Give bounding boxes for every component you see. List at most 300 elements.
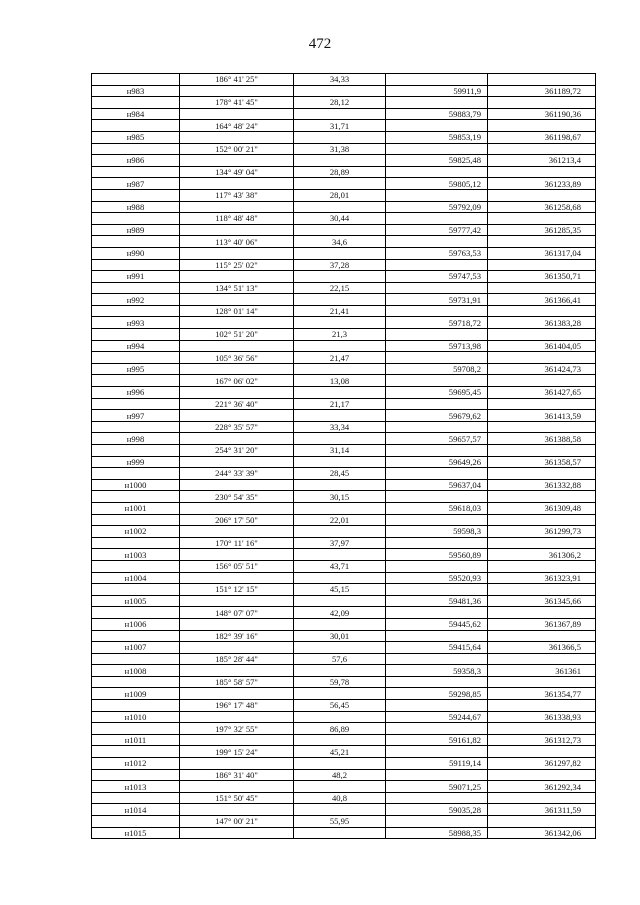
angle-cell: 221° 36' 40" bbox=[180, 398, 294, 410]
y-coordinate-cell bbox=[488, 676, 596, 688]
distance-cell bbox=[294, 734, 386, 746]
y-coordinate-cell: 361189,72 bbox=[488, 85, 596, 97]
distance-cell bbox=[294, 85, 386, 97]
point-name-cell bbox=[92, 792, 180, 804]
angle-cell bbox=[180, 618, 294, 630]
angle-cell: 105° 36' 56" bbox=[180, 352, 294, 364]
table-row bbox=[92, 746, 596, 758]
table-row bbox=[92, 259, 596, 271]
point-name-cell bbox=[92, 120, 180, 132]
table-row bbox=[92, 387, 596, 399]
angle-cell bbox=[180, 271, 294, 283]
point-name-cell: н1001 bbox=[92, 502, 180, 514]
distance-cell: 30,01 bbox=[294, 630, 386, 642]
table-row bbox=[92, 734, 596, 746]
distance-cell bbox=[294, 363, 386, 375]
y-coordinate-cell: 361312,73 bbox=[488, 734, 596, 746]
x-coordinate-cell: 59657,57 bbox=[386, 433, 488, 445]
x-coordinate-cell bbox=[386, 213, 488, 225]
distance-cell: 57,6 bbox=[294, 653, 386, 665]
distance-cell bbox=[294, 479, 386, 491]
table-row bbox=[92, 665, 596, 677]
y-coordinate-cell bbox=[488, 514, 596, 526]
y-coordinate-cell bbox=[488, 352, 596, 364]
angle-cell bbox=[180, 804, 294, 816]
point-name-cell bbox=[92, 259, 180, 271]
table-row bbox=[92, 433, 596, 445]
table-row bbox=[92, 618, 596, 630]
point-name-cell bbox=[92, 305, 180, 317]
x-coordinate-cell: 59853,19 bbox=[386, 131, 488, 143]
point-name-cell: н992 bbox=[92, 294, 180, 306]
point-name-cell: н999 bbox=[92, 456, 180, 468]
angle-cell: 228° 35' 57" bbox=[180, 421, 294, 433]
point-name-cell: н988 bbox=[92, 201, 180, 213]
point-name-cell: н993 bbox=[92, 317, 180, 329]
x-coordinate-cell: 59713,98 bbox=[386, 340, 488, 352]
y-coordinate-cell bbox=[488, 792, 596, 804]
point-name-cell bbox=[92, 653, 180, 665]
distance-cell bbox=[294, 317, 386, 329]
angle-cell: 186° 31' 40" bbox=[180, 769, 294, 781]
table-row bbox=[92, 201, 596, 213]
distance-cell bbox=[294, 642, 386, 654]
y-coordinate-cell: 361383,28 bbox=[488, 317, 596, 329]
table-row bbox=[92, 491, 596, 503]
angle-cell: 156° 05' 51" bbox=[180, 560, 294, 572]
table-row bbox=[92, 317, 596, 329]
angle-cell bbox=[180, 479, 294, 491]
distance-cell: 30,44 bbox=[294, 213, 386, 225]
distance-cell: 45,21 bbox=[294, 746, 386, 758]
point-name-cell bbox=[92, 97, 180, 109]
point-name-cell bbox=[92, 607, 180, 619]
x-coordinate-cell: 59358,3 bbox=[386, 665, 488, 677]
point-name-cell: н996 bbox=[92, 387, 180, 399]
table-row bbox=[92, 526, 596, 538]
x-coordinate-cell: 59598,3 bbox=[386, 526, 488, 538]
point-name-cell: н1004 bbox=[92, 572, 180, 584]
table-row bbox=[92, 479, 596, 491]
table-row bbox=[92, 607, 596, 619]
angle-cell bbox=[180, 155, 294, 167]
angle-cell bbox=[180, 178, 294, 190]
y-coordinate-cell: 361213,4 bbox=[488, 155, 596, 167]
y-coordinate-cell: 361258,68 bbox=[488, 201, 596, 213]
distance-cell: 31,38 bbox=[294, 143, 386, 155]
distance-cell bbox=[294, 827, 386, 839]
x-coordinate-cell: 59119,14 bbox=[386, 758, 488, 770]
table-row bbox=[92, 688, 596, 700]
distance-cell: 28,12 bbox=[294, 97, 386, 109]
point-name-cell: н995 bbox=[92, 363, 180, 375]
y-coordinate-cell: 361367,89 bbox=[488, 618, 596, 630]
y-coordinate-cell bbox=[488, 166, 596, 178]
x-coordinate-cell bbox=[386, 74, 488, 86]
point-name-cell bbox=[92, 491, 180, 503]
y-coordinate-cell bbox=[488, 282, 596, 294]
y-coordinate-cell bbox=[488, 700, 596, 712]
table-row bbox=[92, 155, 596, 167]
x-coordinate-cell: 59560,89 bbox=[386, 549, 488, 561]
table-row bbox=[92, 421, 596, 433]
angle-cell bbox=[180, 502, 294, 514]
point-name-cell: н998 bbox=[92, 433, 180, 445]
x-coordinate-cell: 59825,48 bbox=[386, 155, 488, 167]
distance-cell bbox=[294, 224, 386, 236]
angle-cell bbox=[180, 340, 294, 352]
y-coordinate-cell: 361299,73 bbox=[488, 526, 596, 538]
table-row bbox=[92, 131, 596, 143]
distance-cell: 22,01 bbox=[294, 514, 386, 526]
x-coordinate-cell: 59731,91 bbox=[386, 294, 488, 306]
y-coordinate-cell: 361306,2 bbox=[488, 549, 596, 561]
x-coordinate-cell: 59718,72 bbox=[386, 317, 488, 329]
angle-cell: 152° 00' 21" bbox=[180, 143, 294, 155]
table-row bbox=[92, 85, 596, 97]
angle-cell bbox=[180, 827, 294, 839]
table-row bbox=[92, 340, 596, 352]
angle-cell bbox=[180, 410, 294, 422]
x-coordinate-cell: 59695,45 bbox=[386, 387, 488, 399]
x-coordinate-cell: 59161,82 bbox=[386, 734, 488, 746]
x-coordinate-cell bbox=[386, 445, 488, 457]
y-coordinate-cell: 361309,48 bbox=[488, 502, 596, 514]
point-name-cell: н1007 bbox=[92, 642, 180, 654]
distance-cell bbox=[294, 108, 386, 120]
table-row bbox=[92, 456, 596, 468]
point-name-cell bbox=[92, 676, 180, 688]
angle-cell: 134° 49' 04" bbox=[180, 166, 294, 178]
distance-cell: 56,45 bbox=[294, 700, 386, 712]
table-row bbox=[92, 375, 596, 387]
x-coordinate-cell: 59071,25 bbox=[386, 781, 488, 793]
x-coordinate-cell bbox=[386, 537, 488, 549]
y-coordinate-cell: 361350,71 bbox=[488, 271, 596, 283]
y-coordinate-cell: 361317,04 bbox=[488, 247, 596, 259]
x-coordinate-cell bbox=[386, 676, 488, 688]
point-name-cell bbox=[92, 723, 180, 735]
point-name-cell bbox=[92, 700, 180, 712]
x-coordinate-cell: 59520,93 bbox=[386, 572, 488, 584]
point-name-cell: н984 bbox=[92, 108, 180, 120]
x-coordinate-cell: 59708,2 bbox=[386, 363, 488, 375]
x-coordinate-cell bbox=[386, 375, 488, 387]
distance-cell: 37,28 bbox=[294, 259, 386, 271]
table-row bbox=[92, 398, 596, 410]
y-coordinate-cell: 361413,59 bbox=[488, 410, 596, 422]
table-row bbox=[92, 178, 596, 190]
y-coordinate-cell bbox=[488, 213, 596, 225]
distance-cell bbox=[294, 155, 386, 167]
angle-cell bbox=[180, 526, 294, 538]
table-row bbox=[92, 514, 596, 526]
distance-cell bbox=[294, 247, 386, 259]
point-name-cell: н985 bbox=[92, 131, 180, 143]
x-coordinate-cell bbox=[386, 236, 488, 248]
distance-cell bbox=[294, 433, 386, 445]
angle-cell: 151° 50' 45" bbox=[180, 792, 294, 804]
point-name-cell: н987 bbox=[92, 178, 180, 190]
table-row bbox=[92, 676, 596, 688]
angle-cell bbox=[180, 688, 294, 700]
table-row bbox=[92, 572, 596, 584]
x-coordinate-cell: 59244,67 bbox=[386, 711, 488, 723]
y-coordinate-cell bbox=[488, 584, 596, 596]
distance-cell: 28,01 bbox=[294, 189, 386, 201]
y-coordinate-cell: 361297,82 bbox=[488, 758, 596, 770]
table-row bbox=[92, 224, 596, 236]
distance-cell: 13,08 bbox=[294, 375, 386, 387]
angle-cell: 147° 00' 21" bbox=[180, 816, 294, 828]
point-name-cell: н994 bbox=[92, 340, 180, 352]
table-row bbox=[92, 97, 596, 109]
x-coordinate-cell: 59805,12 bbox=[386, 178, 488, 190]
distance-cell: 21,47 bbox=[294, 352, 386, 364]
angle-cell bbox=[180, 433, 294, 445]
y-coordinate-cell bbox=[488, 607, 596, 619]
angle-cell: 254° 31' 20" bbox=[180, 445, 294, 457]
distance-cell bbox=[294, 456, 386, 468]
distance-cell bbox=[294, 618, 386, 630]
angle-cell bbox=[180, 85, 294, 97]
y-coordinate-cell bbox=[488, 537, 596, 549]
x-coordinate-cell bbox=[386, 560, 488, 572]
table-row bbox=[92, 74, 596, 86]
table-row bbox=[92, 166, 596, 178]
angle-cell: 151° 12' 15" bbox=[180, 584, 294, 596]
y-coordinate-cell bbox=[488, 97, 596, 109]
y-coordinate-cell bbox=[488, 398, 596, 410]
point-name-cell bbox=[92, 398, 180, 410]
y-coordinate-cell: 361311,59 bbox=[488, 804, 596, 816]
point-name-cell: н1008 bbox=[92, 665, 180, 677]
distance-cell bbox=[294, 131, 386, 143]
angle-cell bbox=[180, 758, 294, 770]
x-coordinate-cell: 59481,36 bbox=[386, 595, 488, 607]
point-name-cell bbox=[92, 213, 180, 225]
distance-cell bbox=[294, 758, 386, 770]
x-coordinate-cell bbox=[386, 189, 488, 201]
point-name-cell: н1014 bbox=[92, 804, 180, 816]
distance-cell: 45,15 bbox=[294, 584, 386, 596]
distance-cell: 31,14 bbox=[294, 445, 386, 457]
y-coordinate-cell: 361345,66 bbox=[488, 595, 596, 607]
point-name-cell bbox=[92, 630, 180, 642]
distance-cell bbox=[294, 595, 386, 607]
angle-cell: 182° 39' 16" bbox=[180, 630, 294, 642]
table-row bbox=[92, 352, 596, 364]
y-coordinate-cell: 361190,36 bbox=[488, 108, 596, 120]
distance-cell: 33,34 bbox=[294, 421, 386, 433]
distance-cell: 30,15 bbox=[294, 491, 386, 503]
angle-cell bbox=[180, 317, 294, 329]
angle-cell: 196° 17' 48" bbox=[180, 700, 294, 712]
x-coordinate-cell bbox=[386, 468, 488, 480]
angle-cell: 118° 48' 48" bbox=[180, 213, 294, 225]
angle-cell: 115° 25' 02" bbox=[180, 259, 294, 271]
angle-cell: 197° 32' 55" bbox=[180, 723, 294, 735]
distance-cell bbox=[294, 410, 386, 422]
distance-cell: 28,89 bbox=[294, 166, 386, 178]
angle-cell bbox=[180, 456, 294, 468]
x-coordinate-cell bbox=[386, 421, 488, 433]
y-coordinate-cell bbox=[488, 491, 596, 503]
table-row bbox=[92, 723, 596, 735]
distance-cell bbox=[294, 665, 386, 677]
x-coordinate-cell bbox=[386, 584, 488, 596]
table-row bbox=[92, 294, 596, 306]
distance-cell bbox=[294, 572, 386, 584]
distance-cell bbox=[294, 711, 386, 723]
table-row bbox=[92, 595, 596, 607]
distance-cell: 40,8 bbox=[294, 792, 386, 804]
y-coordinate-cell: 361427,65 bbox=[488, 387, 596, 399]
table-row bbox=[92, 271, 596, 283]
x-coordinate-cell: 59298,85 bbox=[386, 688, 488, 700]
y-coordinate-cell bbox=[488, 769, 596, 781]
angle-cell: 244° 33' 39" bbox=[180, 468, 294, 480]
angle-cell bbox=[180, 734, 294, 746]
y-coordinate-cell: 361338,93 bbox=[488, 711, 596, 723]
y-coordinate-cell bbox=[488, 816, 596, 828]
angle-cell bbox=[180, 224, 294, 236]
x-coordinate-cell bbox=[386, 792, 488, 804]
table-row bbox=[92, 630, 596, 642]
y-coordinate-cell bbox=[488, 259, 596, 271]
distance-cell: 86,89 bbox=[294, 723, 386, 735]
point-name-cell bbox=[92, 769, 180, 781]
y-coordinate-cell: 361285,35 bbox=[488, 224, 596, 236]
point-name-cell bbox=[92, 329, 180, 341]
angle-cell bbox=[180, 595, 294, 607]
angle-cell bbox=[180, 642, 294, 654]
x-coordinate-cell bbox=[386, 816, 488, 828]
distance-cell: 55,95 bbox=[294, 816, 386, 828]
table-row bbox=[92, 816, 596, 828]
point-name-cell bbox=[92, 166, 180, 178]
x-coordinate-cell: 59883,79 bbox=[386, 108, 488, 120]
point-name-cell bbox=[92, 236, 180, 248]
distance-cell bbox=[294, 201, 386, 213]
table-row bbox=[92, 827, 596, 839]
y-coordinate-cell: 361292,34 bbox=[488, 781, 596, 793]
angle-cell bbox=[180, 363, 294, 375]
point-name-cell bbox=[92, 143, 180, 155]
angle-cell bbox=[180, 572, 294, 584]
angle-cell bbox=[180, 201, 294, 213]
angle-cell: 102° 51' 20" bbox=[180, 329, 294, 341]
distance-cell: 42,09 bbox=[294, 607, 386, 619]
table-row bbox=[92, 642, 596, 654]
coordinates-table-body bbox=[92, 74, 596, 839]
x-coordinate-cell: 59415,64 bbox=[386, 642, 488, 654]
y-coordinate-cell bbox=[488, 560, 596, 572]
point-name-cell: н1003 bbox=[92, 549, 180, 561]
angle-cell: 185° 28' 44" bbox=[180, 653, 294, 665]
point-name-cell: н997 bbox=[92, 410, 180, 422]
angle-cell: 230° 54' 35" bbox=[180, 491, 294, 503]
y-coordinate-cell bbox=[488, 143, 596, 155]
x-coordinate-cell: 59911,9 bbox=[386, 85, 488, 97]
distance-cell bbox=[294, 502, 386, 514]
distance-cell: 22,15 bbox=[294, 282, 386, 294]
distance-cell: 34,6 bbox=[294, 236, 386, 248]
table-row bbox=[92, 502, 596, 514]
point-name-cell bbox=[92, 421, 180, 433]
x-coordinate-cell: 59637,04 bbox=[386, 479, 488, 491]
x-coordinate-cell bbox=[386, 282, 488, 294]
x-coordinate-cell bbox=[386, 305, 488, 317]
x-coordinate-cell bbox=[386, 653, 488, 665]
angle-cell: 178° 41' 45" bbox=[180, 97, 294, 109]
x-coordinate-cell: 58988,35 bbox=[386, 827, 488, 839]
x-coordinate-cell: 59649,26 bbox=[386, 456, 488, 468]
y-coordinate-cell bbox=[488, 305, 596, 317]
y-coordinate-cell: 361233,89 bbox=[488, 178, 596, 190]
y-coordinate-cell bbox=[488, 329, 596, 341]
point-name-cell: н1002 bbox=[92, 526, 180, 538]
angle-cell: 117° 43' 38" bbox=[180, 189, 294, 201]
y-coordinate-cell bbox=[488, 723, 596, 735]
distance-cell: 59,78 bbox=[294, 676, 386, 688]
distance-cell: 21,41 bbox=[294, 305, 386, 317]
y-coordinate-cell bbox=[488, 189, 596, 201]
table-row bbox=[92, 108, 596, 120]
table-row bbox=[92, 769, 596, 781]
y-coordinate-cell: 361404,05 bbox=[488, 340, 596, 352]
y-coordinate-cell: 361198,67 bbox=[488, 131, 596, 143]
point-name-cell bbox=[92, 468, 180, 480]
angle-cell bbox=[180, 387, 294, 399]
table-row bbox=[92, 282, 596, 294]
x-coordinate-cell bbox=[386, 97, 488, 109]
angle-cell bbox=[180, 131, 294, 143]
x-coordinate-cell bbox=[386, 352, 488, 364]
point-name-cell bbox=[92, 816, 180, 828]
x-coordinate-cell: 59618,03 bbox=[386, 502, 488, 514]
y-coordinate-cell: 361323,91 bbox=[488, 572, 596, 584]
distance-cell bbox=[294, 340, 386, 352]
distance-cell: 21,3 bbox=[294, 329, 386, 341]
point-name-cell: н1000 bbox=[92, 479, 180, 491]
table-row bbox=[92, 445, 596, 457]
point-name-cell bbox=[92, 375, 180, 387]
table-row bbox=[92, 781, 596, 793]
angle-cell: 164° 48' 24" bbox=[180, 120, 294, 132]
angle-cell bbox=[180, 781, 294, 793]
angle-cell bbox=[180, 711, 294, 723]
table-row bbox=[92, 537, 596, 549]
x-coordinate-cell: 59679,62 bbox=[386, 410, 488, 422]
angle-cell: 167° 06' 02" bbox=[180, 375, 294, 387]
x-coordinate-cell bbox=[386, 259, 488, 271]
point-name-cell: н1012 bbox=[92, 758, 180, 770]
distance-cell bbox=[294, 294, 386, 306]
y-coordinate-cell: 361342,06 bbox=[488, 827, 596, 839]
table-row bbox=[92, 711, 596, 723]
point-name-cell: н1006 bbox=[92, 618, 180, 630]
y-coordinate-cell bbox=[488, 120, 596, 132]
distance-cell bbox=[294, 688, 386, 700]
point-name-cell: н991 bbox=[92, 271, 180, 283]
table-row bbox=[92, 653, 596, 665]
point-name-cell: н986 bbox=[92, 155, 180, 167]
x-coordinate-cell: 59035,28 bbox=[386, 804, 488, 816]
y-coordinate-cell bbox=[488, 746, 596, 758]
x-coordinate-cell bbox=[386, 166, 488, 178]
distance-cell: 28,45 bbox=[294, 468, 386, 480]
